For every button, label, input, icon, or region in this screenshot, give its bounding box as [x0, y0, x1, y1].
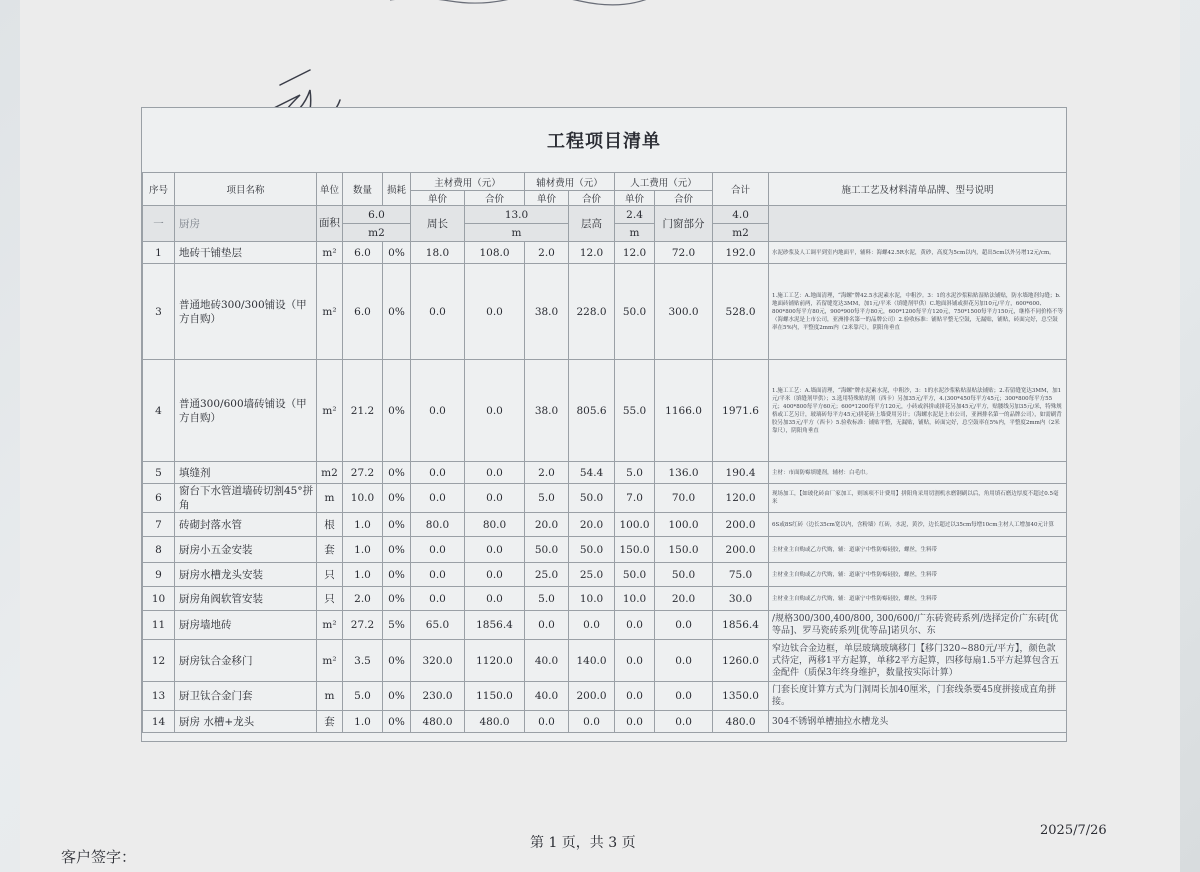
- cell-aux-unit: 20.0: [525, 513, 569, 537]
- cell-unit: m2: [317, 462, 343, 484]
- cell-aux-total: 25.0: [569, 563, 615, 587]
- cell-note: /规格300/300,400/800, 300/600/广东砖瓷砖系列/选择定价广东砖[优等品]、罗马瓷砖系列[优等品]诺贝尔、东: [769, 611, 1067, 640]
- cell-aux-unit: 38.0: [525, 264, 569, 360]
- section-perimeter-value: 13.0: [465, 206, 569, 224]
- cell-qty: 6.0: [343, 242, 383, 264]
- cell-labor-total: 72.0: [655, 242, 713, 264]
- cell-seq: 11: [143, 611, 175, 640]
- cell-seq: 10: [143, 587, 175, 611]
- cell-name: 普通地砖300/300铺设（甲方自购）: [175, 264, 317, 360]
- cell-labor-total: 0.0: [655, 611, 713, 640]
- table-row: [143, 587, 1067, 611]
- section-row-1: [143, 206, 1067, 224]
- cell-labor-total: 20.0: [655, 587, 713, 611]
- cell-loss: 0%: [383, 264, 411, 360]
- cell-main-unit: 80.0: [411, 513, 465, 537]
- header-labor-cost: 人工费用（元）: [615, 173, 713, 191]
- header-loss: 损耗: [383, 173, 411, 206]
- top-bleed-text: [380, 0, 660, 6]
- cell-main-total: 0.0: [465, 484, 525, 513]
- cell-labor-unit: 50.0: [615, 264, 655, 360]
- cell-note: 6S或8S红砖（边长35cm宽以内，含粉墙）红砖，水泥，黄沙，边长超过以35cm每增10cm主材人工增加40元计算: [769, 513, 1067, 537]
- cell-name: 厨卫钛合金门套: [175, 682, 317, 711]
- table-row: [143, 484, 1067, 513]
- cell-labor-unit: 5.0: [615, 462, 655, 484]
- document-title: 工程项目清单: [142, 108, 1066, 173]
- cell-unit: m²: [317, 640, 343, 682]
- cell-note: 现场加工，【如玻化砖由厂家加工，则该项不计费用】拼阳角采用切割机水磨钢刷以后，角用填石磨边厚度不超过0.5毫米: [769, 484, 1067, 513]
- cell-qty: 6.0: [343, 264, 383, 360]
- cell-sum: 192.0: [713, 242, 769, 264]
- cell-qty: 1.0: [343, 537, 383, 563]
- cell-labor-total: 1166.0: [655, 360, 713, 462]
- cell-seq: 7: [143, 513, 175, 537]
- cell-main-total: 0.0: [465, 563, 525, 587]
- cell-aux-unit: 40.0: [525, 682, 569, 711]
- cell-sum: 200.0: [713, 537, 769, 563]
- cell-labor-total: 0.0: [655, 682, 713, 711]
- cell-sum: 120.0: [713, 484, 769, 513]
- table-row: [143, 711, 1067, 733]
- cell-main-total: 80.0: [465, 513, 525, 537]
- cell-unit: 只: [317, 563, 343, 587]
- cell-name: 普通300/600墙砖铺设（甲方自购）: [175, 360, 317, 462]
- cell-name: 砖砌封落水管: [175, 513, 317, 537]
- cell-main-total: 0.0: [465, 360, 525, 462]
- cell-aux-unit: 0.0: [525, 711, 569, 733]
- cell-unit: m: [317, 682, 343, 711]
- table-row: [143, 264, 1067, 360]
- cell-loss: 5%: [383, 611, 411, 640]
- cell-labor-total: 70.0: [655, 484, 713, 513]
- cell-main-total: 1150.0: [465, 682, 525, 711]
- cell-labor-total: 136.0: [655, 462, 713, 484]
- table-row: [143, 513, 1067, 537]
- cell-note: 主材业主自购或乙方代购，辅：道康宁中性防霉硅胶，螺丝，生料带: [769, 537, 1067, 563]
- section-desc-empty: [769, 206, 1067, 242]
- cell-main-unit: 0.0: [411, 462, 465, 484]
- cell-loss: 0%: [383, 537, 411, 563]
- cell-main-total: 0.0: [465, 264, 525, 360]
- cell-labor-unit: 150.0: [615, 537, 655, 563]
- table-row: [143, 640, 1067, 682]
- cell-qty: 5.0: [343, 682, 383, 711]
- cell-qty: 1.0: [343, 711, 383, 733]
- section-area-label: 面积: [317, 206, 343, 242]
- header-main-total: 合价: [465, 191, 525, 206]
- cell-unit: 套: [317, 537, 343, 563]
- cell-qty: 10.0: [343, 484, 383, 513]
- cell-labor-unit: 0.0: [615, 640, 655, 682]
- section-height-label: 层高: [569, 206, 615, 242]
- cell-qty: 3.5: [343, 640, 383, 682]
- header-aux-total: 合价: [569, 191, 615, 206]
- cell-loss: 0%: [383, 563, 411, 587]
- cell-sum: 75.0: [713, 563, 769, 587]
- section-name: 厨房: [175, 206, 317, 242]
- cell-loss: 0%: [383, 513, 411, 537]
- cell-qty: 27.2: [343, 611, 383, 640]
- cell-labor-unit: 0.0: [615, 682, 655, 711]
- cell-name: 地砖干铺垫层: [175, 242, 317, 264]
- cell-aux-unit: 40.0: [525, 640, 569, 682]
- cell-note: 304不锈钢单槽抽拉水槽龙头: [769, 711, 1067, 733]
- cell-aux-unit: 2.0: [525, 242, 569, 264]
- cell-labor-unit: 0.0: [615, 611, 655, 640]
- cell-main-unit: 0.0: [411, 563, 465, 587]
- cell-aux-unit: 2.0: [525, 462, 569, 484]
- header-main-cost: 主材费用（元）: [411, 173, 525, 191]
- section-door-label: 门窗部分: [655, 206, 713, 242]
- cell-seq: 6: [143, 484, 175, 513]
- cell-unit: 只: [317, 587, 343, 611]
- cell-name: 窗台下水管道墙砖切割45°拼角: [175, 484, 317, 513]
- cell-name: 厨房角阀软管安装: [175, 587, 317, 611]
- cell-sum: 528.0: [713, 264, 769, 360]
- section-perimeter-unit: m: [465, 224, 569, 242]
- cell-aux-total: 20.0: [569, 513, 615, 537]
- cell-labor-unit: 12.0: [615, 242, 655, 264]
- cell-aux-unit: 38.0: [525, 360, 569, 462]
- cell-note: 1.施工工艺：A.地面清理，“海螺”牌42.5水泥素水泥，中粗沙。3：1的水泥沙浆粘贴湿贴法铺贴，防水墙地剂勾缝；b.地面砖铺贴前两，若留缝宽达3MM，加1元/平米（填缝剂甲供）C.地面斜铺或拼花另加10元/平方，600*600、800*800每平方80元，900*900每平方80元，600*1200每平方120元，750*1500每平方150元，继格不同价格不等（海螺水泥是上市公司，亚洲排名第一的品牌公司）2.验收标准：铺贴平整无空鼓，无漏贴，铺贴，砖面完好，总空鼓率在5%内，平整度2mm内（2米靠尺），阴阳角垂直: [769, 264, 1067, 360]
- table-row: [143, 242, 1067, 264]
- cell-loss: 0%: [383, 484, 411, 513]
- header-aux-cost: 辅材费用（元）: [525, 173, 615, 191]
- cell-name: 填缝剂: [175, 462, 317, 484]
- cell-seq: 14: [143, 711, 175, 733]
- cell-main-total: 0.0: [465, 537, 525, 563]
- cell-labor-unit: 0.0: [615, 711, 655, 733]
- header-row-1: [143, 173, 1067, 191]
- cell-main-unit: 0.0: [411, 537, 465, 563]
- cell-main-unit: 0.0: [411, 484, 465, 513]
- cell-name: 厨房钛合金移门: [175, 640, 317, 682]
- cell-sum: 200.0: [713, 513, 769, 537]
- section-perimeter-label: 周长: [411, 206, 465, 242]
- cell-main-unit: 65.0: [411, 611, 465, 640]
- cell-loss: 0%: [383, 711, 411, 733]
- cell-main-unit: 0.0: [411, 587, 465, 611]
- cell-main-unit: 320.0: [411, 640, 465, 682]
- cell-loss: 0%: [383, 360, 411, 462]
- cell-sum: 480.0: [713, 711, 769, 733]
- page-info: 第 1 页，共 3 页: [530, 835, 636, 851]
- cell-seq: 13: [143, 682, 175, 711]
- cell-sum: 190.4: [713, 462, 769, 484]
- cell-seq: 8: [143, 537, 175, 563]
- cell-sum: 1350.0: [713, 682, 769, 711]
- table-row: [143, 682, 1067, 711]
- cell-name: 厨房水槽龙头安装: [175, 563, 317, 587]
- cell-sum: 1856.4: [713, 611, 769, 640]
- cell-note: 主材：市面防霉填缝剂，辅材：白毛巾。: [769, 462, 1067, 484]
- section-height-value: 2.4: [615, 206, 655, 224]
- cell-aux-unit: 5.0: [525, 587, 569, 611]
- cell-labor-total: 150.0: [655, 537, 713, 563]
- cell-qty: 21.2: [343, 360, 383, 462]
- cell-seq: 9: [143, 563, 175, 587]
- cell-qty: 1.0: [343, 513, 383, 537]
- cell-seq: 3: [143, 264, 175, 360]
- section-height-unit: m: [615, 224, 655, 242]
- cell-sum: 30.0: [713, 587, 769, 611]
- cell-loss: 0%: [383, 462, 411, 484]
- cell-labor-total: 100.0: [655, 513, 713, 537]
- header-unit: 单位: [317, 173, 343, 206]
- cell-note: 窄边钛合金边框，单层玻璃玻璃移门【移门320~880元/平方】，颜色款式待定，两移1平方起算，单移2平方起算，四移每扇1.5平方起算包含五金配件（质保3年终身维护，数量按实际计算）: [769, 640, 1067, 682]
- cell-unit: m²: [317, 264, 343, 360]
- cell-aux-unit: 5.0: [525, 484, 569, 513]
- paper-page: [20, 0, 1180, 872]
- cell-note: 主材业主自购或乙方代购，辅：道康宁中性防霉硅胶，螺丝，生料带: [769, 587, 1067, 611]
- table-row: [143, 537, 1067, 563]
- cell-aux-unit: 50.0: [525, 537, 569, 563]
- cell-unit: 根: [317, 513, 343, 537]
- header-main-unit: 单价: [411, 191, 465, 206]
- cell-sum: 1260.0: [713, 640, 769, 682]
- cell-labor-unit: 7.0: [615, 484, 655, 513]
- cell-aux-total: 0.0: [569, 611, 615, 640]
- cell-name: 厨房墙地砖: [175, 611, 317, 640]
- section-door-unit: m2: [713, 224, 769, 242]
- cell-labor-total: 0.0: [655, 711, 713, 733]
- cell-sum: 1971.6: [713, 360, 769, 462]
- header-desc: 施工工艺及材料清单品牌、型号说明: [769, 173, 1067, 206]
- quotation-table: [142, 172, 1067, 733]
- header-seq: 序号: [143, 173, 175, 206]
- table-row: [143, 462, 1067, 484]
- cell-unit: m²: [317, 242, 343, 264]
- cell-unit: m: [317, 484, 343, 513]
- cell-aux-total: 805.6: [569, 360, 615, 462]
- cell-seq: 4: [143, 360, 175, 462]
- cell-main-unit: 18.0: [411, 242, 465, 264]
- header-labor-total: 合价: [655, 191, 713, 206]
- header-labor-unit: 单价: [615, 191, 655, 206]
- header-aux-unit: 单价: [525, 191, 569, 206]
- cell-loss: 0%: [383, 587, 411, 611]
- cell-main-total: 480.0: [465, 711, 525, 733]
- table-row: [143, 611, 1067, 640]
- cell-aux-unit: 0.0: [525, 611, 569, 640]
- cell-labor-unit: 100.0: [615, 513, 655, 537]
- cell-aux-total: 10.0: [569, 587, 615, 611]
- header-qty: 数量: [343, 173, 383, 206]
- cell-seq: 5: [143, 462, 175, 484]
- cell-main-total: 1856.4: [465, 611, 525, 640]
- section-area-value: 6.0: [343, 206, 411, 224]
- cell-aux-total: 200.0: [569, 682, 615, 711]
- cell-qty: 2.0: [343, 587, 383, 611]
- cell-note: 1.施工工艺：A.墙面清理，“海螺”牌水泥素水泥，中粗沙，3：1的水泥沙浆粘贴湿贴法铺贴；2.若留缝宽达3MM，加1元/平米（填缝剂甲供）；3.选用特殊贴的剂（西卡）另加35元/平方，4.(300*450每平方45元；300*800每平方55元；400*800每平方60元；600*1200每平方120元，小砖或斜拼或拼花另加45元/平方，贴腰线另加35元/米，特殊规格或工艺另计，玻璃砖每平方45元)拼花砖上墙费用另计；（海螺水泥是上市公司，亚洲排名第一的品牌公司），如需刷背胶另加35元/平方（西卡）5.验收标准：铺贴平整，无漏贴，铺贴，砖面完好，总空鼓率在5%内，平整度2mm内（2米靠尺），阴阳角垂直: [769, 360, 1067, 462]
- cell-main-unit: 480.0: [411, 711, 465, 733]
- cell-main-unit: 0.0: [411, 264, 465, 360]
- header-sum: 合计: [713, 173, 769, 206]
- header-name: 项目名称: [175, 173, 317, 206]
- cell-qty: 1.0: [343, 563, 383, 587]
- cell-main-total: 108.0: [465, 242, 525, 264]
- cell-unit: m²: [317, 611, 343, 640]
- table-row: [143, 563, 1067, 587]
- cell-main-unit: 230.0: [411, 682, 465, 711]
- cell-aux-total: 140.0: [569, 640, 615, 682]
- cell-name: 厨房小五金安装: [175, 537, 317, 563]
- cell-labor-unit: 55.0: [615, 360, 655, 462]
- section-door-value: 4.0: [713, 206, 769, 224]
- document-date: 2025/7/26: [1040, 823, 1107, 838]
- cell-main-total: 1120.0: [465, 640, 525, 682]
- cell-seq: 1: [143, 242, 175, 264]
- cell-unit: 套: [317, 711, 343, 733]
- cell-loss: 0%: [383, 682, 411, 711]
- section-area-unit: m2: [343, 224, 411, 242]
- cell-seq: 12: [143, 640, 175, 682]
- cell-labor-unit: 50.0: [615, 563, 655, 587]
- cell-aux-total: 0.0: [569, 711, 615, 733]
- cell-note: 主材业主自购或乙方代购，辅：道康宁中性防霉硅胶，螺丝，生料带: [769, 563, 1067, 587]
- cell-labor-unit: 10.0: [615, 587, 655, 611]
- cell-aux-total: 228.0: [569, 264, 615, 360]
- cell-qty: 27.2: [343, 462, 383, 484]
- section-seq: 一: [143, 206, 175, 242]
- cell-main-unit: 0.0: [411, 360, 465, 462]
- cell-unit: m²: [317, 360, 343, 462]
- cell-note: 门套长度计算方式为门洞周长加40厘米，门套线条要45度拼接成直角拼接。: [769, 682, 1067, 711]
- cell-aux-total: 50.0: [569, 537, 615, 563]
- cell-aux-total: 12.0: [569, 242, 615, 264]
- cell-loss: 0%: [383, 242, 411, 264]
- cell-name: 厨房 水槽+龙头: [175, 711, 317, 733]
- cell-note: 水泥砂浆及人工调平到室内地面平，辅料：海螺42.5R水泥，黄砂，高度为5cm以内，超出5cm以外另增12元/cm。: [769, 242, 1067, 264]
- cell-aux-total: 50.0: [569, 484, 615, 513]
- cell-aux-unit: 25.0: [525, 563, 569, 587]
- cell-labor-total: 300.0: [655, 264, 713, 360]
- cell-aux-total: 54.4: [569, 462, 615, 484]
- cell-main-total: 0.0: [465, 462, 525, 484]
- cell-labor-total: 0.0: [655, 640, 713, 682]
- client-signature-label: 客户签字：: [61, 848, 137, 866]
- cell-main-total: 0.0: [465, 587, 525, 611]
- quotation-sheet: [141, 107, 1067, 742]
- cell-loss: 0%: [383, 640, 411, 682]
- cell-labor-total: 50.0: [655, 563, 713, 587]
- table-row: [143, 360, 1067, 462]
